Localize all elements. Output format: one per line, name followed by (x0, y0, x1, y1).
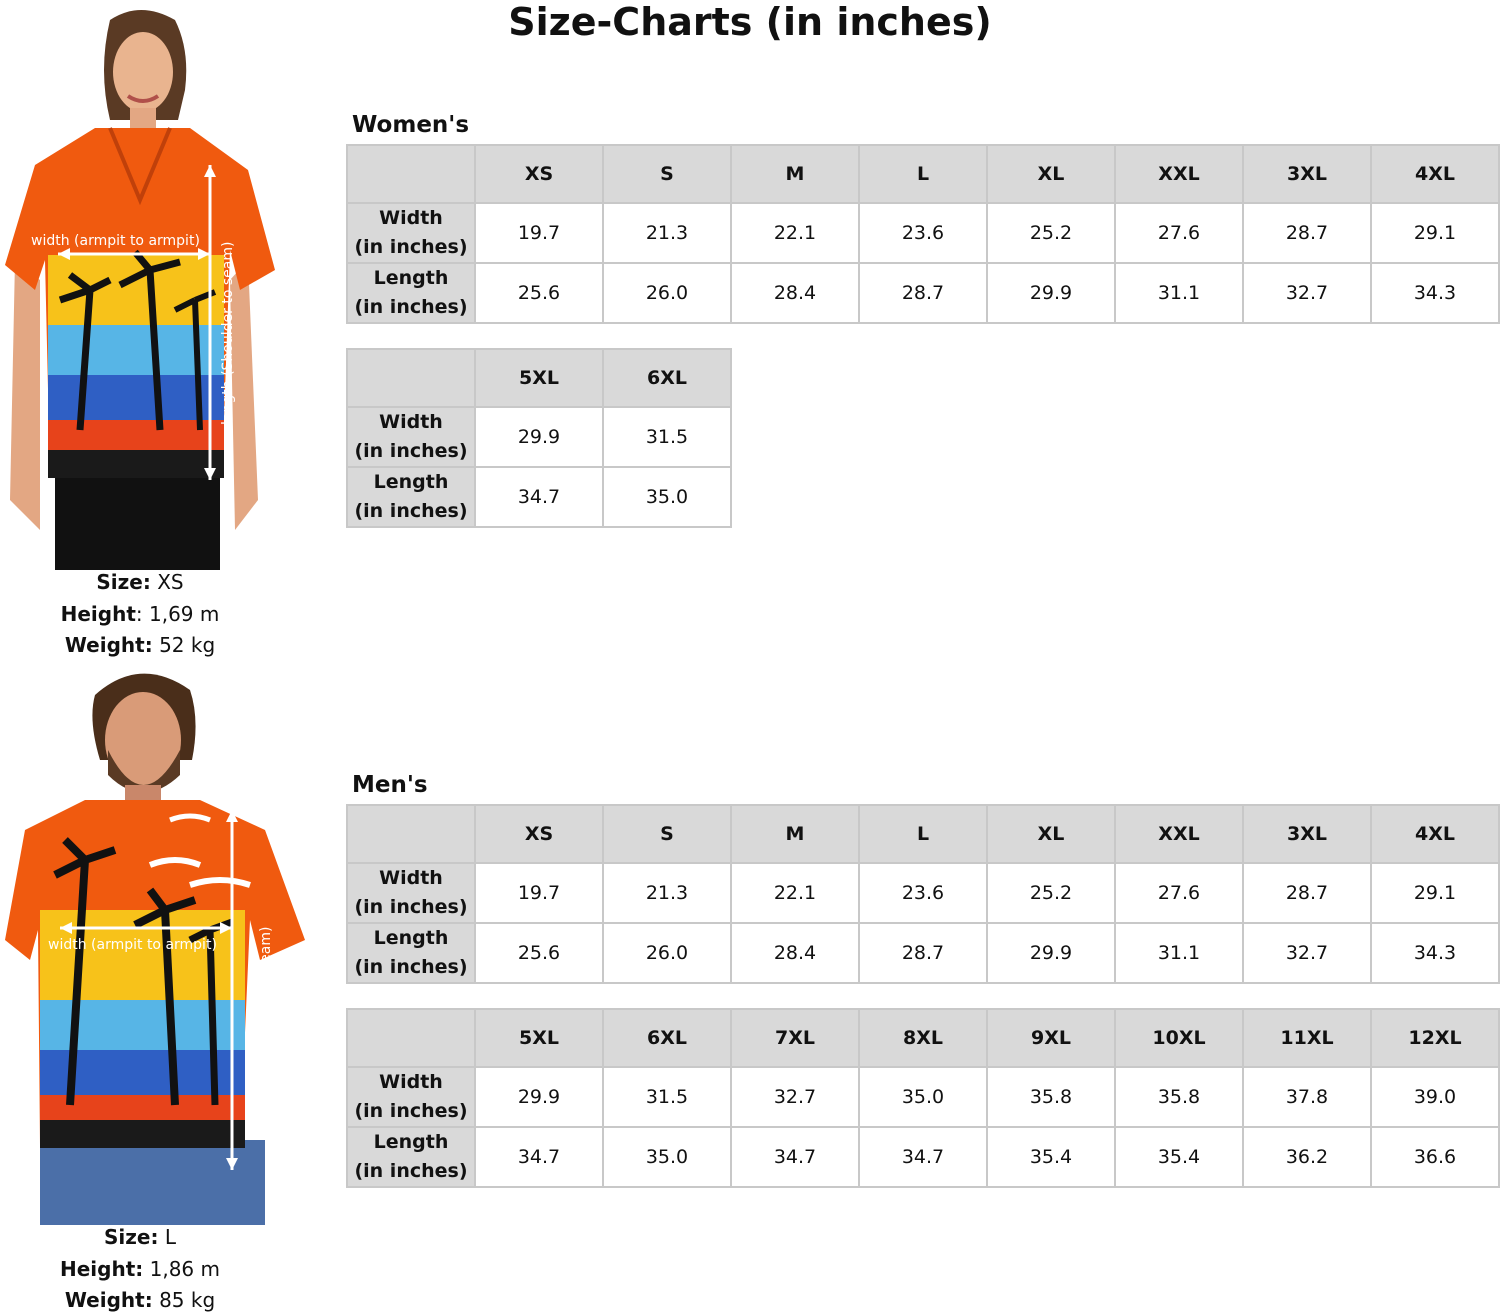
measurement-cell: 23.6 (859, 863, 987, 923)
size-header-cell: XL (987, 805, 1115, 863)
row-label-cell (347, 203, 475, 263)
measurement-cell: 28.4 (731, 263, 859, 323)
table-row (347, 1067, 1499, 1127)
measurement-cell: 36.2 (1243, 1127, 1371, 1187)
measurement-cell: 32.7 (1243, 923, 1371, 983)
size-header-cell: 11XL (1243, 1009, 1371, 1067)
measurement-cell: 35.0 (603, 467, 731, 527)
row-label-cell (347, 1127, 475, 1187)
measurement-cell: 25.2 (987, 863, 1115, 923)
size-header-cell: XS (475, 805, 603, 863)
table-corner-cell (347, 1009, 475, 1067)
woman-length-measure-label: length (Shoulder to seam) (220, 241, 236, 425)
measurement-cell: 35.8 (987, 1067, 1115, 1127)
row-label-unit: (in inches) (354, 440, 468, 462)
row-label-unit: (in inches) (354, 1100, 468, 1122)
measurement-cell: 25.6 (475, 263, 603, 323)
woman-model-caption (0, 567, 280, 662)
row-label-cell (347, 407, 475, 467)
size-header-cell: L (859, 805, 987, 863)
size-header-cell: 3XL (1243, 805, 1371, 863)
measurement-cell: 29.9 (475, 407, 603, 467)
size-header-cell: 5XL (475, 1009, 603, 1067)
row-label-cell (347, 263, 475, 323)
mens-heading: Men's (352, 772, 428, 798)
measurement-cell: 34.7 (475, 1127, 603, 1187)
measurement-cell: 32.7 (1243, 263, 1371, 323)
size-header-cell: 9XL (987, 1009, 1115, 1067)
row-label-measure: Length (373, 927, 449, 949)
row-label-cell (347, 1067, 475, 1127)
measurement-cell: 19.7 (475, 863, 603, 923)
measurement-cell: 23.6 (859, 203, 987, 263)
size-header-cell: 5XL (475, 349, 603, 407)
size-header-cell: S (603, 145, 731, 203)
row-label-measure: Width (379, 411, 443, 433)
measurement-cell: 37.8 (1243, 1067, 1371, 1127)
man-height-line: Height: 1,86 m (59, 1256, 220, 1281)
measurement-cell: 29.9 (475, 1067, 603, 1127)
man-model-image (0, 660, 310, 1225)
measurement-cell: 28.7 (1243, 863, 1371, 923)
table-row (347, 467, 731, 527)
row-label-unit: (in inches) (354, 956, 468, 978)
measurement-cell: 31.5 (603, 1067, 731, 1127)
measurement-cell: 28.7 (859, 263, 987, 323)
measurement-cell: 34.3 (1371, 263, 1499, 323)
measurement-cell: 32.7 (731, 1067, 859, 1127)
size-header-cell: M (731, 145, 859, 203)
row-label-cell (347, 863, 475, 923)
measurement-cell: 27.6 (1115, 863, 1243, 923)
measurement-cell: 27.6 (1115, 203, 1243, 263)
woman-width-measure-label: width (armpit to armpit) (31, 233, 200, 249)
measurement-cell: 35.4 (1115, 1127, 1243, 1187)
measurement-cell: 34.7 (731, 1127, 859, 1187)
woman-weight-line: Weight: 52 kg (64, 633, 216, 657)
size-header-cell: 4XL (1371, 805, 1499, 863)
size-header-cell: XXL (1115, 805, 1243, 863)
measurement-cell: 22.1 (731, 863, 859, 923)
measurement-cell: 29.9 (987, 923, 1115, 983)
size-header-cell: XXL (1115, 145, 1243, 203)
measurement-cell: 34.3 (1371, 923, 1499, 983)
measurement-cell: 28.7 (1243, 203, 1371, 263)
measurement-cell: 21.3 (603, 203, 731, 263)
page-title: Size-Charts (in inches) (508, 0, 992, 44)
table-row (347, 1127, 1499, 1187)
measurement-cell: 29.1 (1371, 203, 1499, 263)
measurement-cell: 25.2 (987, 203, 1115, 263)
man-length-measure-label: length (Shoulder to seam) (258, 926, 274, 1110)
size-header-cell: 10XL (1115, 1009, 1243, 1067)
measurement-cell: 22.1 (731, 203, 859, 263)
size-header-row (347, 1009, 1499, 1067)
womens-size-table-2 (346, 348, 732, 528)
size-header-cell: 8XL (859, 1009, 987, 1067)
measurement-cell: 34.7 (859, 1127, 987, 1187)
size-header-row (347, 145, 1499, 203)
size-header-cell: M (731, 805, 859, 863)
measurement-cell: 34.7 (475, 467, 603, 527)
table-row (347, 203, 1499, 263)
measurement-cell: 26.0 (603, 923, 731, 983)
row-label-measure: Width (379, 207, 443, 229)
row-label-cell (347, 467, 475, 527)
womens-heading: Women's (352, 112, 470, 138)
measurement-cell: 31.1 (1115, 923, 1243, 983)
measurement-cell: 26.0 (603, 263, 731, 323)
size-header-cell: 7XL (731, 1009, 859, 1067)
woman-height-line: Height: 1,69 m (60, 601, 220, 626)
woman-size-line: Size: XS (96, 570, 184, 594)
size-header-cell: S (603, 805, 731, 863)
measurement-cell: 36.6 (1371, 1127, 1499, 1187)
table-corner-cell (347, 805, 475, 863)
measurement-cell: 39.0 (1371, 1067, 1499, 1127)
measurement-cell: 28.4 (731, 923, 859, 983)
measurement-cell: 35.0 (859, 1067, 987, 1127)
size-header-cell: 12XL (1371, 1009, 1499, 1067)
row-label-measure: Length (373, 471, 449, 493)
table-corner-cell (347, 145, 475, 203)
table-row (347, 263, 1499, 323)
man-model-caption (0, 1222, 280, 1316)
man-weight-line: Weight: 85 kg (64, 1288, 216, 1312)
mens-size-table-1 (346, 804, 1500, 984)
measurement-cell: 28.7 (859, 923, 987, 983)
row-label-measure: Length (373, 1131, 449, 1153)
size-header-row (347, 805, 1499, 863)
size-header-cell: L (859, 145, 987, 203)
row-label-measure: Width (379, 867, 443, 889)
measurement-cell: 25.6 (475, 923, 603, 983)
measurement-cell: 29.1 (1371, 863, 1499, 923)
size-header-cell: XS (475, 145, 603, 203)
measurement-cell: 31.1 (1115, 263, 1243, 323)
row-label-unit: (in inches) (354, 236, 468, 258)
size-header-row (347, 349, 731, 407)
table-corner-cell (347, 349, 475, 407)
size-header-cell: 3XL (1243, 145, 1371, 203)
size-header-cell: 6XL (603, 1009, 731, 1067)
size-header-cell: 6XL (603, 349, 731, 407)
measurement-cell: 35.0 (603, 1127, 731, 1187)
measurement-cell: 29.9 (987, 263, 1115, 323)
man-width-measure-label: width (armpit to armpit) (48, 937, 217, 953)
row-label-unit: (in inches) (354, 1160, 468, 1182)
man-size-line: Size: L (104, 1225, 176, 1249)
measurement-cell: 35.8 (1115, 1067, 1243, 1127)
size-header-cell: XL (987, 145, 1115, 203)
mens-size-table-2 (346, 1008, 1500, 1188)
womens-size-table-1 (346, 144, 1500, 324)
woman-model-image (0, 0, 290, 570)
measurement-cell: 31.5 (603, 407, 731, 467)
row-label-measure: Length (373, 267, 449, 289)
size-header-cell: 4XL (1371, 145, 1499, 203)
row-label-cell (347, 923, 475, 983)
row-label-unit: (in inches) (354, 896, 468, 918)
measurement-cell: 21.3 (603, 863, 731, 923)
row-label-unit: (in inches) (354, 500, 468, 522)
measurement-cell: 19.7 (475, 203, 603, 263)
table-row (347, 407, 731, 467)
row-label-measure: Width (379, 1071, 443, 1093)
table-row (347, 923, 1499, 983)
measurement-cell: 35.4 (987, 1127, 1115, 1187)
table-row (347, 863, 1499, 923)
row-label-unit: (in inches) (354, 296, 468, 318)
